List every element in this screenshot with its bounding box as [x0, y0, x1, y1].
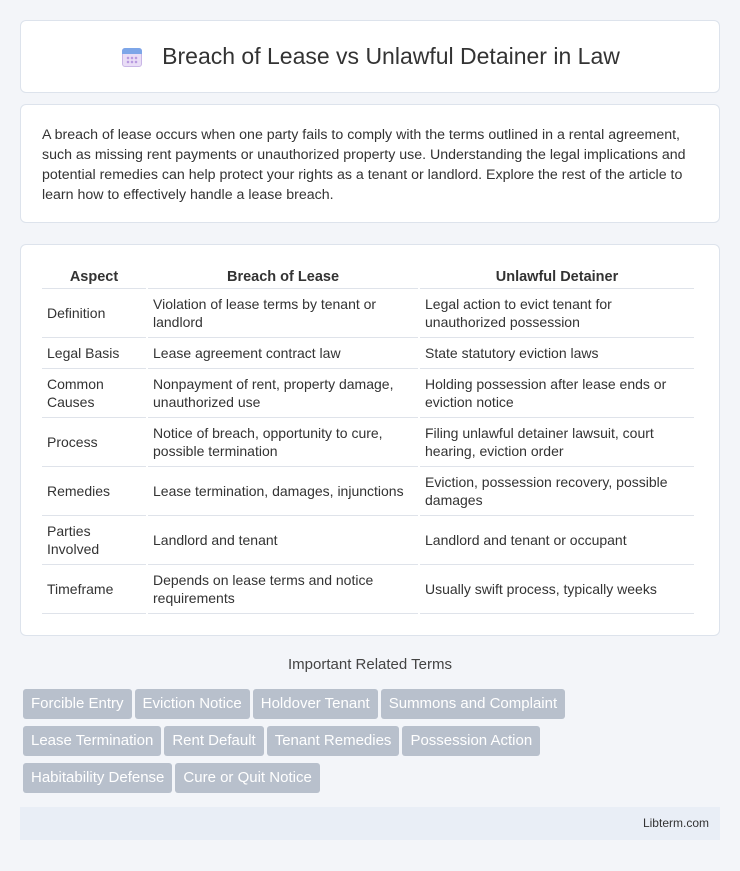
cell-detainer: Landlord and tenant or occupant — [420, 516, 694, 565]
cell-aspect: Process — [42, 418, 146, 467]
related-term-tag[interactable]: Holdover Tenant — [253, 689, 378, 719]
cell-breach: Nonpayment of rent, property damage, unauthorized use — [148, 369, 418, 418]
cell-aspect: Timeframe — [42, 565, 146, 614]
cell-detainer: Legal action to evict tenant for unauthorized possession — [420, 289, 694, 338]
related-term-tag[interactable]: Rent Default — [164, 726, 263, 756]
cell-detainer: State statutory eviction laws — [420, 338, 694, 369]
cell-aspect: Common Causes — [42, 369, 146, 418]
table-row — [42, 467, 694, 516]
title-card — [20, 20, 720, 93]
cell-aspect: Definition — [42, 289, 146, 338]
cell-breach: Landlord and tenant — [148, 516, 418, 565]
intro-card — [20, 104, 720, 223]
comparison-card — [20, 244, 720, 636]
cell-aspect: Remedies — [42, 467, 146, 516]
related-term-tag[interactable]: Cure or Quit Notice — [175, 763, 319, 793]
cell-detainer: Usually swift process, typically weeks — [420, 565, 694, 614]
cell-breach: Violation of lease terms by tenant or landlord — [148, 289, 418, 338]
table-row — [42, 418, 694, 467]
cell-breach: Lease agreement contract law — [148, 338, 418, 369]
table-row — [42, 516, 694, 565]
footer-brand[interactable]: Libterm.com — [642, 816, 709, 830]
table-row — [42, 565, 694, 614]
related-term-tag[interactable]: Tenant Remedies — [267, 726, 400, 756]
header-aspect: Aspect — [42, 265, 146, 289]
related-term-tag[interactable]: Habitability Defense — [23, 763, 172, 793]
comparison-table — [40, 265, 696, 614]
page-title: Breach of Lease vs Unlawful Detainer in Law — [162, 43, 620, 69]
intro-text: A breach of lease occurs when one party fails to comply with the terms outlined in a rental agreement, such as missing rent payments or unauthorized property use. Understanding the legal implications and potential remedies can help protect your rights as a tenant or landlord. Explore the rest of the article to learn how to effectively handle a lease breach. — [42, 127, 686, 203]
cell-detainer: Eviction, possession recovery, possible damages — [420, 467, 694, 516]
related-term-tag[interactable]: Possession Action — [402, 726, 540, 756]
cell-breach: Lease termination, damages, injunctions — [148, 467, 418, 516]
footer — [20, 807, 720, 840]
cell-detainer: Holding possession after lease ends or eviction notice — [420, 369, 694, 418]
table-header-row — [42, 265, 694, 289]
header-breach-of-lease: Breach of Lease — [148, 265, 418, 289]
cell-detainer: Filing unlawful detainer lawsuit, court hearing, eviction order — [420, 418, 694, 467]
cell-breach: Notice of breach, opportunity to cure, possible termination — [148, 418, 418, 467]
related-term-tag[interactable]: Eviction Notice — [135, 689, 250, 719]
header-unlawful-detainer: Unlawful Detainer — [420, 265, 694, 289]
calendar-icon — [120, 45, 144, 69]
table-row — [42, 369, 694, 418]
table-row — [42, 338, 694, 369]
table-row — [42, 289, 694, 338]
related-terms-title: Important Related Terms — [288, 656, 452, 673]
cell-aspect: Parties Involved — [42, 516, 146, 565]
related-term-tag[interactable]: Lease Termination — [23, 726, 161, 756]
related-term-tag[interactable]: Forcible Entry — [23, 689, 132, 719]
cell-aspect: Legal Basis — [42, 338, 146, 369]
cell-breach: Depends on lease terms and notice requirements — [148, 565, 418, 614]
related-terms-list — [23, 689, 713, 800]
related-term-tag[interactable]: Summons and Complaint — [381, 689, 565, 719]
